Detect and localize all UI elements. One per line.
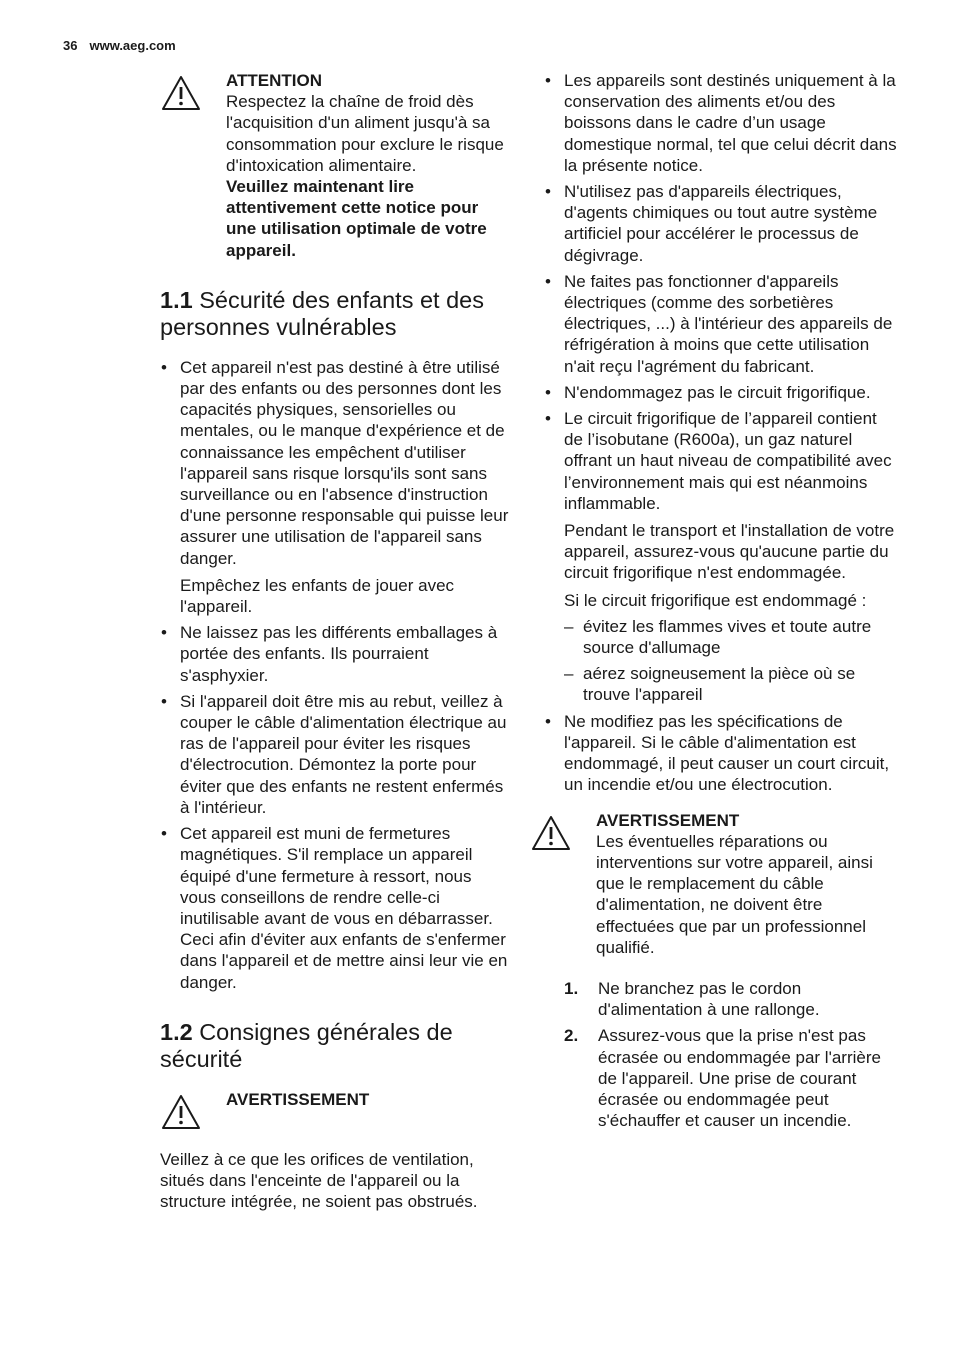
list-item-continuation: Si le circuit frigorifique est endommagé : [564,590,867,610]
list-item [544,70,898,176]
list-item-text: N'endommagez pas le circuit frigorifique. [564,382,871,402]
section-heading-1-1 [160,287,512,341]
left-column [160,70,512,1212]
warning-title: AVERTISSEMENT [596,810,740,830]
list-item-text: Ne laissez pas les différents emballages à portée des enfants. Ils pourraient s'asphyxier. [180,623,498,685]
right-column [544,70,898,1136]
list-item [544,382,898,403]
list-item-text: Cet appareil est muni de fermetures magnétiques. S'il remplace un appareil équipé d'une fermeture à ressort, nous vous conseillons de rendre celle-ci inutilisable avant de vous en débarrasser. Ceci afin d'éviter aux enfants de s'enfermer dans l'appareil et de mettre ainsi leur vie en danger. [180,824,508,992]
numbered-item-text: Ne branchez pas le cordon d'alimentation à une rallonge. [598,978,820,1020]
dash-item [564,616,898,658]
site-url: www.aeg.com [89,38,176,53]
list-item-text: N'utilisez pas d'appareils électriques, d'agents chimiques ou tout autre système artificiel pour accélérer le processus de dégivrage. [564,182,878,265]
list-item [160,357,512,569]
section-heading-1-2 [160,1019,512,1073]
list-item-continuation: Pendant le transport et l'installation de votre appareil, assurez-vous qu'aucune partie du circuit frigorifique n'est endommagée. [564,521,895,583]
list-item [544,181,898,266]
attention-text: Respectez la chaîne de froid dès l'acquisition d'un aliment jusqu'à sa consommation pour exclure le risque d'intoxication alimentaire. [226,92,504,175]
page-number: 36 [63,38,78,53]
children-safety-list [160,357,512,569]
section-number: 1.2 [160,1018,193,1045]
numbered-list [544,978,898,1131]
numbered-item-text: Assurez-vous que la prise n'est pas écrasée ou endommagée par l'arrière de l'appareil. Une prise de courant écrasée ou endommagée peut s'échauffer et causer un incendie. [598,1026,881,1131]
numbered-item [564,1025,898,1131]
dash-item-text: évitez les flammes vives et toute autre source d'allumage [583,616,872,658]
section-title: Sécurité des enfants et des personnes vulnérables [160,286,484,340]
warning-triangle-icon [160,74,202,112]
list-item-text: Si l'appareil doit être mis au rebut, veillez à couper le câble d'alimentation électrique au ras de l'appareil pour éviter les risques d'électrocution. Démontez la porte pour éviter que des enfants ne restent enfermés à l'intérieur. [180,691,507,817]
warning-title: AVERTISSEMENT [226,1089,370,1109]
list-item-text: Les appareils sont destinés uniquement à la conservation des aliments et/ou des boissons dans le cadre d’un usage domestique normal, tel que celui décrit dans la présente notice. [564,71,897,175]
list-item [160,823,512,993]
warning-box [160,1089,512,1131]
dash-item [564,663,898,705]
list-item [544,408,898,514]
children-safety-list-cont [160,622,512,992]
ventilation-paragraph: Veillez à ce que les orifices de ventilation, situés dans l'enceinte de l'appareil ou la structure intégrée, ne soient pas obstrués. [160,1149,478,1212]
list-item [544,271,898,377]
dash-list [544,616,898,706]
section-number: 1.1 [160,286,193,313]
attention-title: ATTENTION [226,71,323,90]
list-item [160,691,512,818]
list-item [160,622,512,686]
warning-text: Les éventuelles réparations ou interventions sur votre appareil, ainsi que le remplacement du câble d'alimentation, ne doivent être effectuées que par un professionnel qualifié. [596,831,873,957]
numbered-item [564,978,898,1020]
list-item-text: Cet appareil n'est pas destiné à être utilisé par des enfants ou des personnes dont les capacités physiques, sensorielles ou mentales, ou le manque d'expérience et de connaissance les empêchent d'utiliser l'appareil sans risque lorsqu'ils sont sans surveillance ou en l'absence d'instruction d'une personne responsable qui puisse leur assurer une utilisation de l'appareil sans danger. [180,357,509,568]
list-item-continuation: Empêchez les enfants de jouer avec l'appareil. [180,575,455,617]
page-header [63,38,176,53]
general-safety-list [544,70,898,514]
list-item-text: Ne modifiez pas les spécifications de l'appareil. Si le câble d'alimentation est endommagé, il peut causer un court circuit, un incendie et/ou une électrocution. [564,711,890,795]
item-number: 2. [564,1026,579,1046]
warning-triangle-icon [530,814,572,852]
attention-box [160,70,512,261]
item-number: 1. [564,978,579,998]
list-item-text: Le circuit frigorifique de l’appareil contient de l’isobutane (R600a), un gaz naturel offrant un haut niveau de compatibilité avec l’environnement mais qui est néanmoins inflammable. [564,409,892,513]
section-title: Consignes générales de sécurité [160,1018,453,1072]
warning-triangle-icon [160,1093,202,1131]
list-item [544,711,898,796]
warning-box [544,810,898,958]
list-item-text: Ne faites pas fonctionner d'appareils électriques (comme des sorbetières électriques, ...) à l'intérieur des appareils de réfrigération à moins que cette utilisation n'ait reçu l'agrément du fabricant. [564,271,893,376]
attention-bold-text: Veuillez maintenant lire attentivement cette notice pour une utilisation optimale de votre appareil. [226,177,487,260]
dash-item-text: aérez soigneusement la pièce où se trouve l'appareil [583,664,856,705]
general-safety-list-cont [544,711,898,796]
